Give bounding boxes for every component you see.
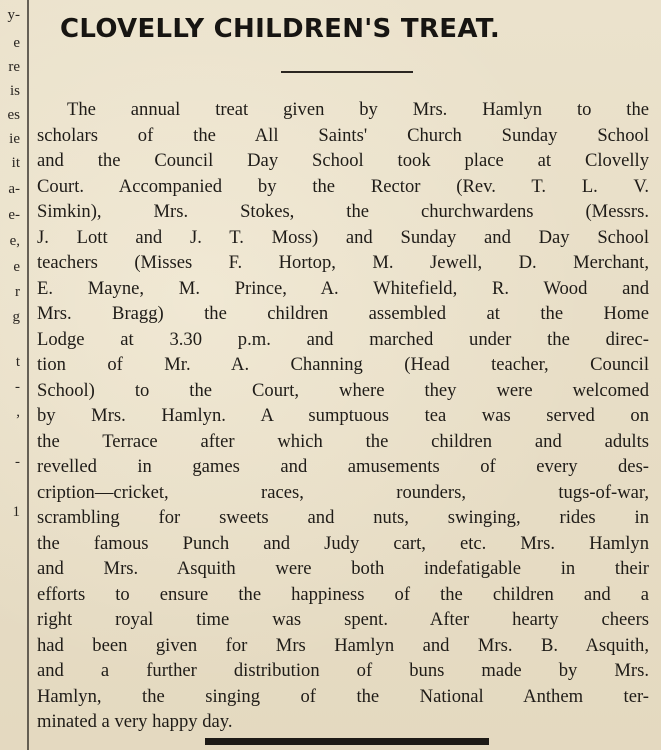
fragment-text: es bbox=[7, 107, 20, 123]
article-line: and Mrs. Asquith were both indefatigable in their bbox=[37, 558, 649, 579]
article-line: the famous Punch and Judy cart, etc. Mrs. Hamlyn bbox=[37, 532, 649, 554]
article-line: Simkin), Mrs. Stokes, the churchwardens (Messrs. bbox=[37, 201, 649, 222]
article-line: Hamlyn, the singing of the National Anthem ter- bbox=[37, 685, 649, 707]
article-body bbox=[37, 97, 649, 735]
fragment-text: y- bbox=[7, 7, 20, 23]
headline-rule bbox=[281, 71, 413, 73]
article-line: and the Council Day School took place at Clovelly bbox=[37, 150, 649, 171]
fragment-text: a- bbox=[8, 181, 20, 197]
article-line: efforts to ensure the happiness of the children and a bbox=[37, 583, 649, 605]
fragment-text: r bbox=[15, 284, 20, 300]
fragment-text: t bbox=[15, 354, 20, 370]
article-line: cription—cricket, races, rounders, tugs-of-war, bbox=[37, 481, 649, 503]
article-line: Lodge at 3.30 p.m. and marched under the direc- bbox=[37, 328, 649, 350]
fragment-text: e- bbox=[8, 207, 20, 223]
fragment-text: e bbox=[13, 259, 20, 275]
article-line: teachers (Misses F. Hortop, M. Jewell, D. Merchant, bbox=[37, 252, 649, 273]
fragment-text: 1 bbox=[12, 504, 20, 520]
fragment-text: - bbox=[15, 454, 20, 470]
article-line: J. Lott and J. T. Moss) and Sunday and Day School bbox=[37, 226, 649, 248]
adjacent-column-fragment bbox=[0, 0, 22, 750]
article-line: E. Mayne, M. Prince, A. Whitefield, R. Wood and bbox=[37, 277, 649, 299]
article-line: Court. Accompanied by the Rector (Rev. T. L. V. bbox=[37, 175, 649, 197]
article-line: tion of Mr. A. Channing (Head teacher, Council bbox=[37, 354, 649, 375]
article-line: scholars of the All Saints' Church Sunday School bbox=[37, 124, 649, 146]
article-line: by Mrs. Hamlyn. A sumptuous tea was served on bbox=[37, 405, 649, 426]
column-divider bbox=[27, 0, 29, 750]
fragment-text: is bbox=[9, 83, 20, 99]
article-line: Mrs. Bragg) the children assembled at the Home bbox=[37, 303, 649, 324]
article-line: right royal time was spent. After hearty cheers bbox=[37, 609, 649, 630]
article-line: revelled in games and amusements of every des- bbox=[37, 456, 649, 477]
article-line: The annual treat given by Mrs. Hamlyn to the bbox=[67, 99, 649, 120]
fragment-text: e, bbox=[9, 233, 20, 249]
article-line: minated a very happy day. bbox=[37, 711, 233, 732]
article-headline: CLOVELLY CHILDREN'S TREAT. bbox=[60, 14, 500, 44]
article-line: the Terrace after which the children and adults bbox=[37, 430, 649, 452]
fragment-text: , bbox=[16, 404, 20, 420]
article-line: and a further distribution of buns made by Mrs. bbox=[37, 660, 649, 681]
section-end-rule bbox=[205, 738, 489, 745]
article-line: scrambling for sweets and nuts, swinging, rides in bbox=[37, 507, 649, 528]
fragment-text: - bbox=[15, 379, 20, 395]
fragment-text: ie bbox=[9, 131, 20, 147]
fragment-text: re bbox=[8, 59, 20, 75]
article-line: School) to the Court, where they were welcomed bbox=[37, 379, 649, 401]
fragment-text: e bbox=[13, 35, 20, 51]
article-line: had been given for Mrs Hamlyn and Mrs. B. Asquith, bbox=[37, 634, 649, 656]
fragment-text: g bbox=[12, 309, 20, 325]
fragment-text: it bbox=[11, 155, 20, 171]
